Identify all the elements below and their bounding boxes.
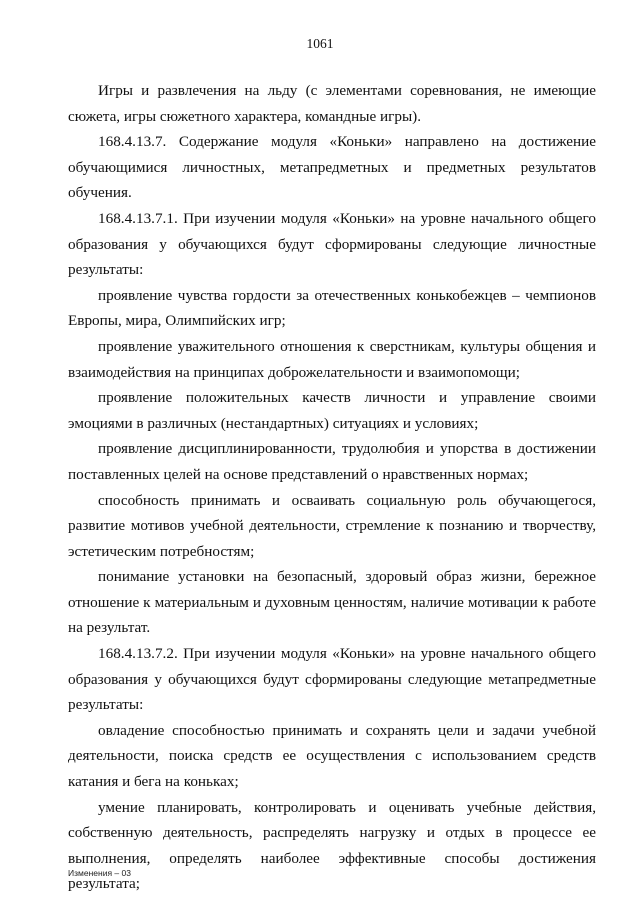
paragraph: Игры и развлечения на льду (с элементами соревнования, не имеющие сюжета, игры сюжетного характера, командные игры).	[68, 82, 596, 125]
paragraph: 168.4.13.7. Содержание модуля «Коньки» направлено на достижение обучающимися личностных, метапредметных и предметных результатов обучения.	[68, 133, 596, 202]
paragraph: проявление положительных качеств личности и управление своими эмоциями в различных (нестандартных) ситуациях и условиях;	[68, 389, 596, 432]
paragraph: способность принимать и осваивать социальную роль обучающегося, развитие мотивов учебной деятельности, стремление к познанию и творчеству, эстетическим потребностям;	[68, 491, 596, 560]
paragraph: понимание установки на безопасный, здоровый образ жизни, бережное отношение к материальным и духовным ценностям, наличие мотивации к работе на результат.	[68, 568, 596, 637]
footer-note: Изменения – 03	[68, 868, 131, 878]
paragraph: проявление дисциплинированности, трудолюбия и упорства в достижении поставленных целей на основе представлений о нравственных нормах;	[68, 440, 596, 483]
page-number: 1061	[306, 36, 334, 51]
paragraph: проявление чувства гордости за отечественных конькобежцев – чемпионов Европы, мира, Олимпийских игр;	[68, 286, 596, 330]
paragraph: проявление уважительного отношения к сверстникам, культуры общения и взаимодействия на принципах доброжелательности и взаимопомощи;	[68, 337, 596, 381]
paragraph: 168.4.13.7.2. При изучении модуля «Коньки» на уровне начального общего образования у обучающихся будут сформированы следующие метапредметные результаты:	[68, 645, 596, 714]
document-body	[68, 78, 596, 897]
paragraph: умение планировать, контролировать и оценивать учебные действия, собственную деятельность, распределять нагрузку и отдых в процессе ее выполнения, определять наиболее эффективные способы достижения результата;	[68, 798, 596, 893]
paragraph: 168.4.13.7.1. При изучении модуля «Коньки» на уровне начального общего образования у обучающихся будут сформированы следующие личностные результаты:	[68, 209, 596, 279]
paragraph: овладение способностью принимать и сохранять цели и задачи учебной деятельности, поиска средств ее осуществления с использованием средств катания и бега на коньках;	[68, 721, 596, 791]
